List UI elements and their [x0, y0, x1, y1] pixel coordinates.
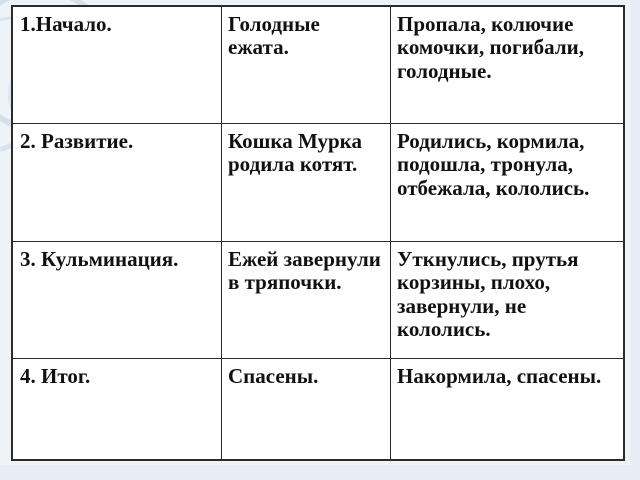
stage-cell: 4. Итог. — [13, 359, 222, 460]
subject-cell: Ежей завернули в тряпочки. — [222, 242, 391, 359]
actions-cell: Уткнулись, прутья корзины, плохо, завернули, не кололись. — [391, 242, 624, 359]
stage-cell: 2. Развитие. — [13, 124, 222, 242]
table-row — [13, 359, 624, 460]
subject-cell: Кошка Мурка родила котят. — [222, 124, 391, 242]
stage-cell: 1.Начало. — [13, 7, 222, 124]
subject-cell: Голодные ежата. — [222, 7, 391, 124]
subject-cell: Спасены. — [222, 359, 391, 460]
plot-table-container — [11, 5, 625, 461]
actions-cell: Накормила, спасены. — [391, 359, 624, 460]
table-row — [13, 242, 624, 359]
table-row — [13, 7, 624, 124]
stage-cell: 3. Кульминация. — [13, 242, 222, 359]
actions-cell: Пропала, колючие комочки, погибали, голодные. — [391, 7, 624, 124]
table-row — [13, 124, 624, 242]
plot-structure-table — [12, 6, 624, 460]
actions-cell: Родились, кормила, подошла, тронула, отбежала, кололись. — [391, 124, 624, 242]
